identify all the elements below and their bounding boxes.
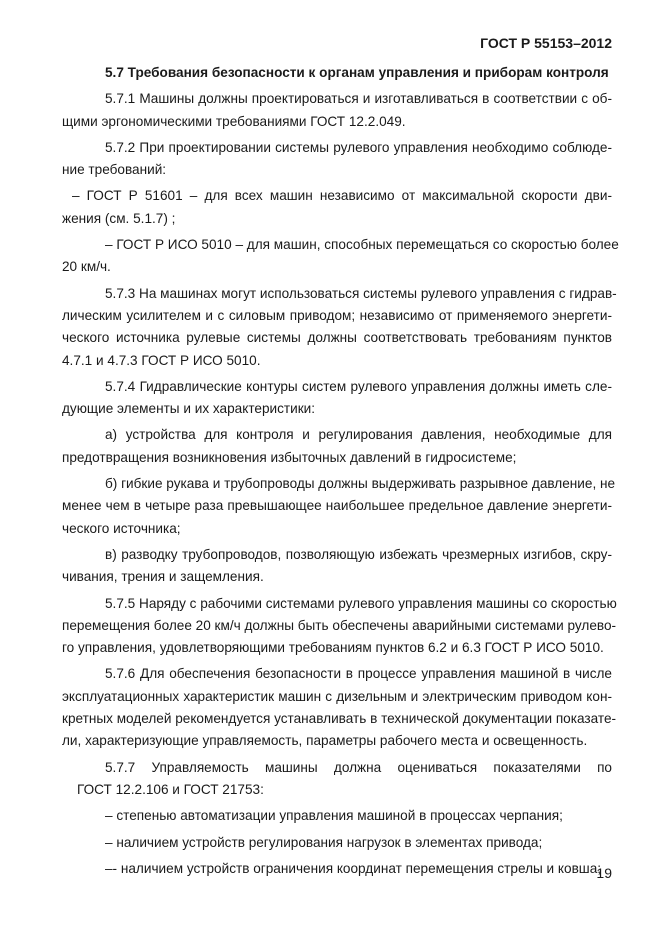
paragraph-line: ГОСТ 12.2.106 и ГОСТ 21753: — [77, 781, 264, 797]
list-item-line: –- наличием устройств ограничения координат перемещения стрелы и ковша; — [105, 860, 602, 876]
paragraph-line: 5.7.1 Машины должны проектироваться и изготавливаться в соответствии с об- — [105, 91, 612, 107]
list-item-line: – ГОСТ Р 51601 – для всех машин независимо от максимальной скорости дви- — [72, 188, 612, 204]
paragraph-line: 5.7.2 При проектировании системы рулевого управления необходимо соблюде- — [105, 139, 612, 155]
list-item-line: менее чем в четыре раза превышающее наибольшее предельное давление энергети- — [62, 498, 612, 514]
paragraph-line: 5.7.4 Гидравлические контуры систем рулевого управления должны иметь сле- — [105, 378, 612, 394]
paragraph-line: эксплуатационных характеристик машин с дизельным и электрическим приводом кон- — [62, 688, 612, 704]
document-body — [62, 62, 619, 880]
paragraph-line: дующие элементы и их характеристики: — [62, 401, 316, 417]
page-number: 19 — [596, 865, 612, 881]
list-item-line: в) разводку трубопроводов, позволяющую избежать чрезмерных изгибов, скру- — [105, 546, 612, 562]
list-item-line: б) гибкие рукава и трубопроводы должны выдерживать разрывное давление, не — [105, 476, 616, 492]
list-item-line: ческого источника; — [62, 520, 181, 536]
paragraph-line: ли, характеризующие управляемость, параметры рабочего места и освещенность. — [62, 733, 588, 749]
list-item-line: – степенью автоматизации управления машиной в процессах черпания; — [105, 808, 563, 824]
paragraph-line: щими эргономическими требованиями ГОСТ 12.2.049. — [62, 113, 406, 129]
paragraph-line: 5.7.6 Для обеспечения безопасности в процессе управления машиной в числе — [105, 666, 612, 682]
list-item-line: предотвращения возникновения избыточных давлений в гидросистеме; — [62, 449, 517, 465]
paragraph-line: ние требований: — [62, 162, 167, 178]
document-code-header: ГОСТ Р 55153–2012 — [480, 35, 612, 51]
list-item-line: чивания, трения и защемления. — [62, 569, 264, 585]
paragraph-line: 4.7.1 и 4.7.3 ГОСТ Р ИСО 5010. — [62, 352, 261, 368]
list-item-line: жения (см. 5.1.7) ; — [62, 210, 176, 226]
list-item-line: – ГОСТ Р ИСО 5010 – для машин, способных перемещаться со скоростью более — [105, 237, 619, 253]
paragraph-line: кретных моделей рекомендуется устанавливать в технической документации показате- — [62, 711, 617, 727]
paragraph-line: ческого источника рулевые системы должны соответствовать требованиям пунктов — [62, 330, 612, 346]
paragraph-line: лическим усилителем и с силовым приводом; независимо от применяемого энергети- — [62, 307, 612, 323]
list-item-line: 20 км/ч. — [62, 259, 111, 275]
list-item-line: а) устройства для контроля и регулирования давления, необходимые для — [105, 427, 612, 443]
paragraph-line: 5.7.5 Наряду с рабочими системами рулевого управления машины со скоростью — [105, 595, 617, 611]
paragraph-line: го управления, удовлетворяющими требованиям пунктов 6.2 и 6.3 ГОСТ Р ИСО 5010. — [62, 640, 604, 656]
paragraph-line: перемещения более 20 км/ч должны быть обеспечены аварийными системами рулево- — [62, 617, 617, 633]
section-heading: 5.7 Требования безопасности к органам управления и приборам контроля — [105, 65, 609, 80]
list-item-line: – наличием устройств регулирования нагрузок в элементах привода; — [105, 834, 543, 850]
paragraph-line: 5.7.7 Управляемость машины должна оцениваться показателями по — [105, 759, 612, 775]
paragraph-line: 5.7.3 На машинах могут использоваться системы рулевого управления с гидрав- — [105, 285, 617, 301]
